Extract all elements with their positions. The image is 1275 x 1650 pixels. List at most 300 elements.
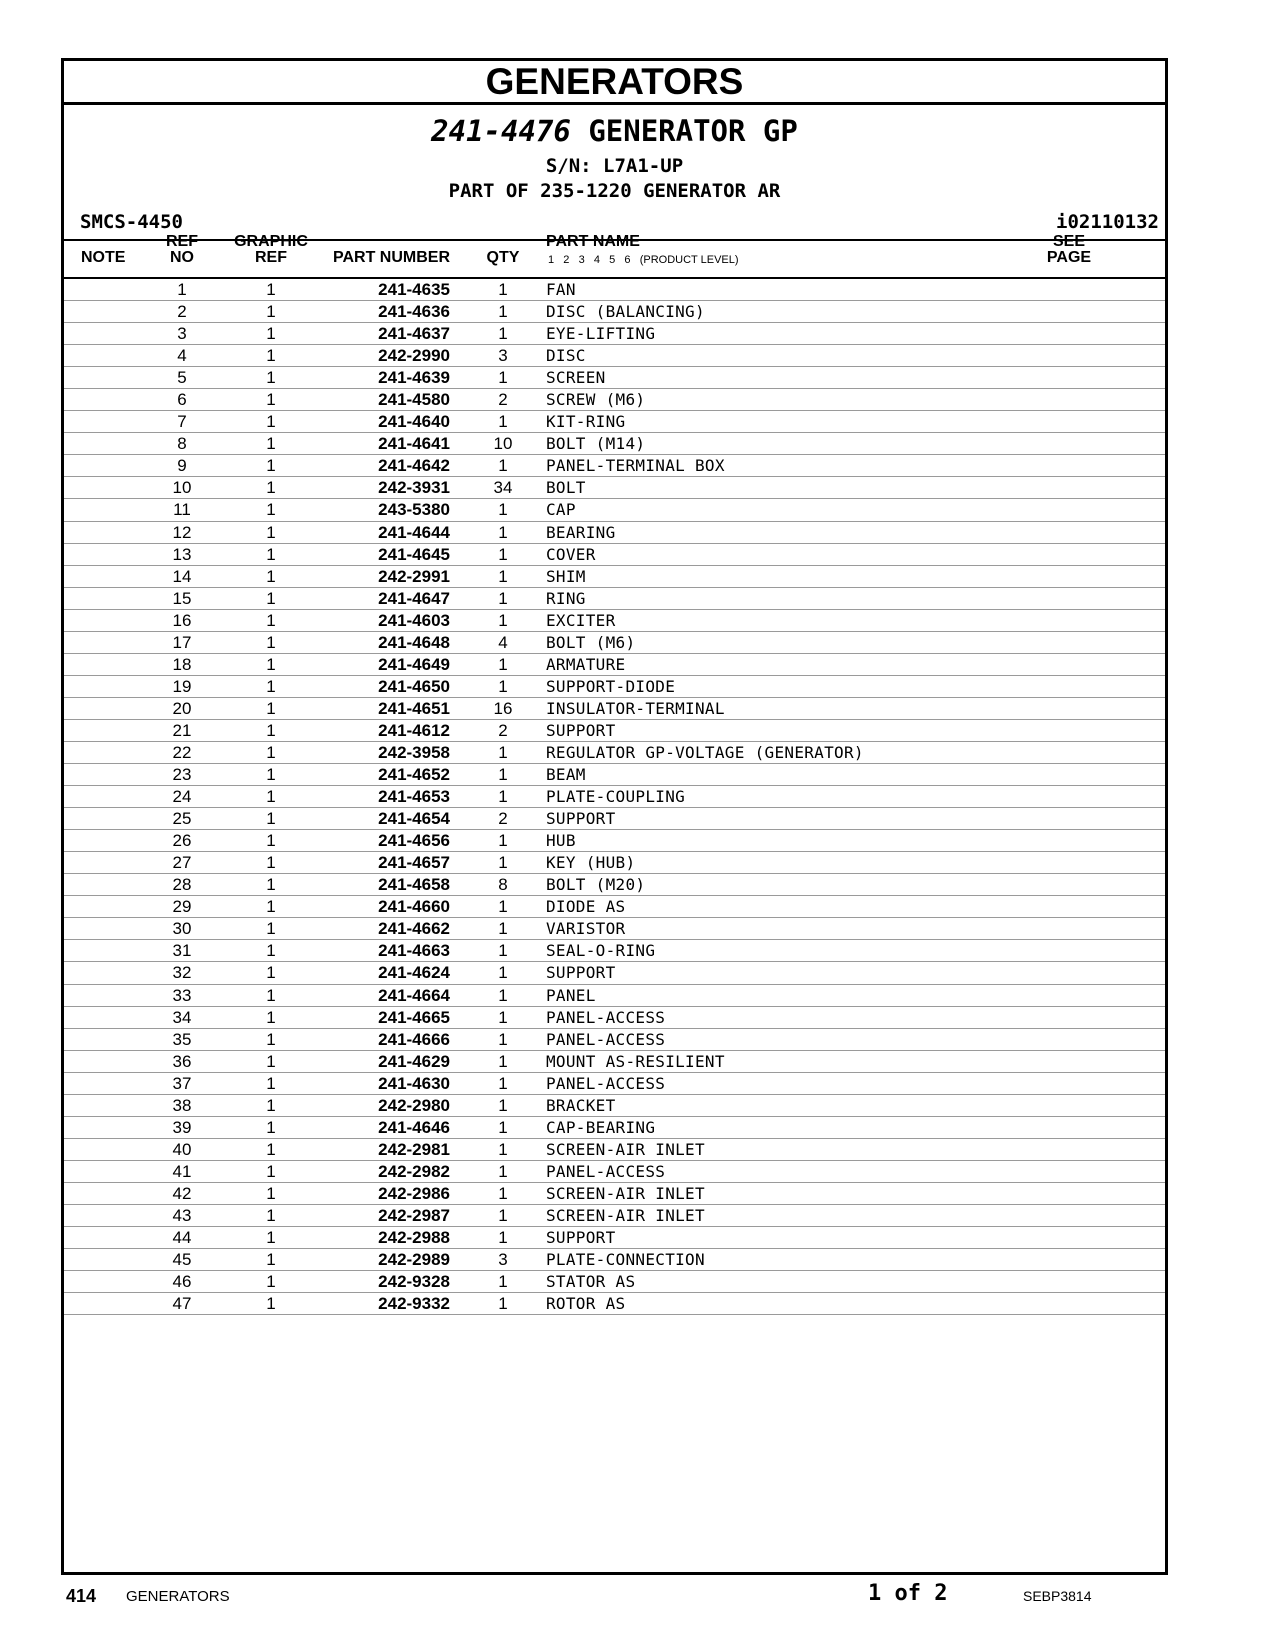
graphic-ref-cell: 1 xyxy=(266,1073,276,1093)
part-name-cell: EXCITER xyxy=(546,610,616,630)
ref-no-cell: 34 xyxy=(172,1007,192,1027)
part-number-cell: 241-4651 xyxy=(378,698,450,718)
qty-cell: 1 xyxy=(498,676,508,696)
graphic-ref-cell: 1 xyxy=(266,742,276,762)
part-name-cell: SCREEN-AIR INLET xyxy=(546,1183,705,1203)
table-row xyxy=(64,544,1165,566)
table-row xyxy=(64,1007,1165,1029)
qty-cell: 1 xyxy=(498,302,508,322)
qty-cell: 1 xyxy=(498,1272,508,1292)
part-name-cell: PANEL-ACCESS xyxy=(546,1161,666,1181)
qty-cell: 1 xyxy=(498,985,508,1005)
ref-no-cell: 14 xyxy=(172,566,192,586)
graphic-ref-cell: 1 xyxy=(266,787,276,807)
qty-cell: 1 xyxy=(498,1007,508,1027)
ref-no-cell: 7 xyxy=(177,412,187,432)
ref-no-cell: 44 xyxy=(172,1228,192,1248)
graphic-ref-cell: 1 xyxy=(266,1095,276,1115)
ref-no-cell: 9 xyxy=(177,456,187,476)
ref-no-cell: 47 xyxy=(172,1294,192,1314)
ref-no-cell: 43 xyxy=(172,1205,192,1225)
qty-cell: 2 xyxy=(498,390,508,410)
table-row xyxy=(64,389,1165,411)
part-name-cell: REGULATOR GP-VOLTAGE (GENERATOR) xyxy=(546,742,864,762)
table-row xyxy=(64,610,1165,632)
graphic-ref-cell: 1 xyxy=(266,919,276,939)
part-name-cell: PANEL xyxy=(546,985,596,1005)
part-name-cell: SHIM xyxy=(546,566,586,586)
part-number-cell: 242-9328 xyxy=(378,1272,450,1292)
part-number-cell: 241-4647 xyxy=(378,588,450,608)
graphic-ref-cell: 1 xyxy=(266,412,276,432)
table-row xyxy=(64,962,1165,984)
qty-cell: 1 xyxy=(498,280,508,299)
header-note: NOTE xyxy=(81,249,126,266)
part-name-cell: BRACKET xyxy=(546,1095,616,1115)
part-name-cell: SCREEN-AIR INLET xyxy=(546,1205,705,1225)
part-name-cell: CAP xyxy=(546,500,576,520)
graphic-ref-cell: 1 xyxy=(266,478,276,498)
part-name-cell: SEAL-O-RING xyxy=(546,941,656,961)
graphic-ref-cell: 1 xyxy=(266,698,276,718)
graphic-ref-cell: 1 xyxy=(266,566,276,586)
part-number-cell: 241-4637 xyxy=(378,324,450,344)
part-number-cell: 241-4653 xyxy=(378,787,450,807)
graphic-ref-cell: 1 xyxy=(266,456,276,476)
group-title xyxy=(64,114,1165,148)
graphic-ref-cell: 1 xyxy=(266,522,276,542)
graphic-ref-cell: 1 xyxy=(266,1139,276,1159)
qty-cell: 1 xyxy=(498,588,508,608)
part-name-cell: RING xyxy=(546,588,586,608)
part-number-cell: 241-4635 xyxy=(378,280,450,299)
part-number-cell: 242-2991 xyxy=(378,566,450,586)
part-number-cell: 241-4662 xyxy=(378,919,450,939)
qty-cell: 1 xyxy=(498,1205,508,1225)
manual-number: SEBP3814 xyxy=(1023,1588,1092,1604)
group-number: 241-4476 xyxy=(431,114,571,148)
table-row xyxy=(64,764,1165,786)
table-row xyxy=(64,477,1165,499)
part-name-cell: DIODE AS xyxy=(546,897,626,917)
qty-cell: 3 xyxy=(498,346,508,366)
qty-cell: 1 xyxy=(498,1029,508,1049)
ref-no-cell: 13 xyxy=(172,544,192,564)
qty-cell: 1 xyxy=(498,1095,508,1115)
table-row xyxy=(64,411,1165,433)
table-row xyxy=(64,742,1165,764)
table-row xyxy=(64,896,1165,918)
part-name-cell: ROTOR AS xyxy=(546,1294,626,1314)
ref-no-cell: 32 xyxy=(172,963,192,983)
graphic-ref-cell: 1 xyxy=(266,875,276,895)
ref-no-cell: 20 xyxy=(172,698,192,718)
qty-cell: 1 xyxy=(498,368,508,388)
part-number-cell: 241-4658 xyxy=(378,875,450,895)
ref-no-cell: 30 xyxy=(172,919,192,939)
table-row xyxy=(64,676,1165,698)
table-row xyxy=(64,1029,1165,1051)
part-number-cell: 242-2986 xyxy=(378,1183,450,1203)
part-number-cell: 241-4630 xyxy=(378,1073,450,1093)
table-row xyxy=(64,1271,1165,1293)
header-ref-top: REF xyxy=(166,233,198,250)
part-number-cell: 241-4652 xyxy=(378,765,450,785)
part-number-cell: 241-4666 xyxy=(378,1029,450,1049)
qty-cell: 8 xyxy=(498,875,508,895)
part-number-cell: 241-4641 xyxy=(378,434,450,454)
ref-no-cell: 40 xyxy=(172,1139,192,1159)
part-number-cell: 242-2988 xyxy=(378,1228,450,1248)
qty-cell: 1 xyxy=(498,1139,508,1159)
graphic-ref-cell: 1 xyxy=(266,500,276,520)
qty-cell: 1 xyxy=(498,456,508,476)
parts-table xyxy=(64,279,1165,1315)
graphic-ref-cell: 1 xyxy=(266,654,276,674)
table-row xyxy=(64,1051,1165,1073)
part-name-cell: CAP-BEARING xyxy=(546,1117,656,1137)
part-number-cell: 243-5380 xyxy=(378,500,450,520)
graphic-ref-cell: 1 xyxy=(266,1161,276,1181)
ref-no-cell: 21 xyxy=(172,720,192,740)
part-number-cell: 241-4580 xyxy=(378,390,450,410)
table-row xyxy=(64,698,1165,720)
ref-no-cell: 10 xyxy=(172,478,192,498)
table-row xyxy=(64,279,1165,301)
part-name-cell: SCREEN xyxy=(546,368,606,388)
table-row xyxy=(64,345,1165,367)
part-name-cell: KEY (HUB) xyxy=(546,853,636,873)
part-number-cell: 241-4650 xyxy=(378,676,450,696)
qty-cell: 1 xyxy=(498,654,508,674)
graphic-ref-cell: 1 xyxy=(266,1051,276,1071)
graphic-ref-cell: 1 xyxy=(266,985,276,1005)
graphic-ref-cell: 1 xyxy=(266,809,276,829)
qty-cell: 1 xyxy=(498,1073,508,1093)
part-name-cell: MOUNT AS-RESILIENT xyxy=(546,1051,725,1071)
graphic-ref-cell: 1 xyxy=(266,831,276,851)
part-number-cell: 241-4636 xyxy=(378,302,450,322)
ref-no-cell: 35 xyxy=(172,1029,192,1049)
qty-cell: 34 xyxy=(493,478,513,498)
part-name-cell: HUB xyxy=(546,831,576,851)
ref-no-cell: 39 xyxy=(172,1117,192,1137)
document-id: i02110132 xyxy=(1056,211,1159,233)
ref-no-cell: 18 xyxy=(172,654,192,674)
ref-no-cell: 38 xyxy=(172,1095,192,1115)
qty-cell: 1 xyxy=(498,765,508,785)
table-row xyxy=(64,1205,1165,1227)
graphic-ref-cell: 1 xyxy=(266,963,276,983)
part-number-cell: 241-4624 xyxy=(378,963,450,983)
part-name-cell: KIT-RING xyxy=(546,412,626,432)
group-name: GENERATOR GP xyxy=(588,114,798,148)
graphic-ref-cell: 1 xyxy=(266,1228,276,1248)
table-row xyxy=(64,1249,1165,1271)
graphic-ref-cell: 1 xyxy=(266,544,276,564)
part-name-cell: PANEL-ACCESS xyxy=(546,1007,666,1027)
ref-no-cell: 29 xyxy=(172,897,192,917)
graphic-ref-cell: 1 xyxy=(266,765,276,785)
ref-no-cell: 31 xyxy=(172,941,192,961)
part-name-cell: SUPPORT-DIODE xyxy=(546,676,676,696)
qty-cell: 1 xyxy=(498,1161,508,1181)
graphic-ref-cell: 1 xyxy=(266,1183,276,1203)
ref-no-cell: 46 xyxy=(172,1272,192,1292)
qty-cell: 16 xyxy=(493,698,513,718)
page-count: 1 of 2 xyxy=(868,1581,948,1606)
table-row xyxy=(64,301,1165,323)
part-number-cell: 241-4660 xyxy=(378,897,450,917)
table-row xyxy=(64,499,1165,521)
header-graphic-top: GRAPHIC xyxy=(234,233,308,250)
footer-section: GENERATORS xyxy=(126,1588,230,1605)
table-row xyxy=(64,720,1165,742)
graphic-ref-cell: 1 xyxy=(266,1117,276,1137)
ref-no-cell: 8 xyxy=(177,434,187,454)
qty-cell: 1 xyxy=(498,324,508,344)
part-number-cell: 241-4612 xyxy=(378,720,450,740)
header-see-top: SEE xyxy=(1052,233,1085,250)
part-name-cell: COVER xyxy=(546,544,596,564)
ref-no-cell: 19 xyxy=(172,676,192,696)
ref-no-cell: 28 xyxy=(172,875,192,895)
part-name-cell: SUPPORT xyxy=(546,1228,616,1248)
qty-cell: 1 xyxy=(498,1117,508,1137)
part-name-cell: BOLT xyxy=(546,478,586,498)
qty-cell: 4 xyxy=(498,632,508,652)
ref-no-cell: 45 xyxy=(172,1250,192,1270)
qty-cell: 1 xyxy=(498,1183,508,1203)
part-number-cell: 242-2980 xyxy=(378,1095,450,1115)
table-row xyxy=(64,323,1165,345)
graphic-ref-cell: 1 xyxy=(266,1272,276,1292)
ref-no-cell: 16 xyxy=(172,610,192,630)
qty-cell: 1 xyxy=(498,500,508,520)
table-row xyxy=(64,852,1165,874)
table-row xyxy=(64,1139,1165,1161)
qty-cell: 1 xyxy=(498,831,508,851)
qty-cell: 1 xyxy=(498,522,508,542)
graphic-ref-cell: 1 xyxy=(266,280,276,299)
qty-cell: 3 xyxy=(498,1250,508,1270)
part-name-cell: FAN xyxy=(546,280,576,299)
qty-cell: 1 xyxy=(498,610,508,630)
graphic-ref-cell: 1 xyxy=(266,302,276,322)
table-row xyxy=(64,455,1165,477)
graphic-ref-cell: 1 xyxy=(266,1250,276,1270)
table-row xyxy=(64,588,1165,610)
part-name-cell: ARMATURE xyxy=(546,654,626,674)
part-number-cell: 241-4664 xyxy=(378,985,450,1005)
section-banner: GENERATORS xyxy=(64,61,1165,105)
ref-no-cell: 27 xyxy=(172,853,192,873)
serial-number: S/N: L7A1-UP xyxy=(545,155,684,177)
part-number-cell: 241-4657 xyxy=(378,853,450,873)
graphic-ref-cell: 1 xyxy=(266,632,276,652)
page-number: 414 xyxy=(66,1586,97,1606)
part-number-cell: 241-4645 xyxy=(378,544,450,564)
header-part-number: PART NUMBER xyxy=(332,249,450,266)
graphic-ref-cell: 1 xyxy=(266,897,276,917)
table-row xyxy=(64,940,1165,962)
graphic-ref-cell: 1 xyxy=(266,390,276,410)
table-row xyxy=(64,1227,1165,1249)
ref-no-cell: 17 xyxy=(172,632,192,652)
part-number-cell: 241-4648 xyxy=(378,632,450,652)
ref-no-cell: 4 xyxy=(177,346,187,366)
table-row xyxy=(64,566,1165,588)
ref-no-cell: 1 xyxy=(177,280,187,299)
table-row xyxy=(64,808,1165,830)
part-number-cell: 242-2981 xyxy=(378,1139,450,1159)
part-number-cell: 242-2989 xyxy=(378,1250,450,1270)
ref-no-cell: 12 xyxy=(172,522,192,542)
ref-no-cell: 36 xyxy=(172,1051,192,1071)
table-row xyxy=(64,874,1165,896)
graphic-ref-cell: 1 xyxy=(266,720,276,740)
qty-cell: 1 xyxy=(498,412,508,432)
qty-cell: 2 xyxy=(498,809,508,829)
table-row xyxy=(64,985,1165,1007)
ref-no-cell: 3 xyxy=(177,324,187,344)
qty-cell: 2 xyxy=(498,720,508,740)
part-name-cell: STATOR AS xyxy=(546,1272,636,1292)
table-row xyxy=(64,654,1165,676)
qty-cell: 1 xyxy=(498,742,508,762)
table-row xyxy=(64,830,1165,852)
qty-cell: 10 xyxy=(493,434,513,454)
graphic-ref-cell: 1 xyxy=(266,1205,276,1225)
part-number-cell: 241-4646 xyxy=(378,1117,450,1137)
ref-no-cell: 2 xyxy=(177,302,187,322)
part-number-cell: 241-4629 xyxy=(378,1051,450,1071)
smcs-code: SMCS-4450 xyxy=(80,211,183,233)
table-row xyxy=(64,1073,1165,1095)
graphic-ref-cell: 1 xyxy=(266,1029,276,1049)
part-name-cell: DISC (BALANCING) xyxy=(546,302,705,322)
header-qty: QTY xyxy=(486,249,520,266)
part-name-cell: SUPPORT xyxy=(546,809,616,829)
part-number-cell: 241-4642 xyxy=(378,456,450,476)
qty-cell: 1 xyxy=(498,1051,508,1071)
ref-no-cell: 11 xyxy=(173,500,191,520)
graphic-ref-cell: 1 xyxy=(266,324,276,344)
qty-cell: 1 xyxy=(498,1228,508,1248)
part-name-cell: VARISTOR xyxy=(546,919,626,939)
graphic-ref-cell: 1 xyxy=(266,368,276,388)
part-name-cell: SCREEN-AIR INLET xyxy=(546,1139,705,1159)
qty-cell: 1 xyxy=(498,897,508,917)
table-row xyxy=(64,918,1165,940)
qty-cell: 1 xyxy=(498,919,508,939)
part-name-cell: SUPPORT xyxy=(546,720,616,740)
part-number-cell: 242-3958 xyxy=(378,742,450,762)
graphic-ref-cell: 1 xyxy=(266,1294,276,1314)
graphic-ref-cell: 1 xyxy=(266,1007,276,1027)
ref-no-cell: 42 xyxy=(172,1183,192,1203)
part-number-cell: 241-4644 xyxy=(378,522,450,542)
qty-cell: 1 xyxy=(498,963,508,983)
part-number-cell: 241-4654 xyxy=(378,809,450,829)
part-number-cell: 242-2982 xyxy=(378,1161,450,1181)
table-row xyxy=(64,632,1165,654)
header-graphic-bottom: REF xyxy=(255,249,287,266)
part-name-cell: BEAM xyxy=(546,765,586,785)
part-number-cell: 241-4603 xyxy=(378,610,450,630)
ref-no-cell: 6 xyxy=(177,390,187,410)
part-name-cell: BOLT (M20) xyxy=(546,875,646,895)
graphic-ref-cell: 1 xyxy=(266,853,276,873)
qty-cell: 1 xyxy=(498,787,508,807)
ref-no-cell: 5 xyxy=(177,368,187,388)
part-name-cell: SCREW (M6) xyxy=(546,390,646,410)
part-name-cell: BOLT (M6) xyxy=(546,632,636,652)
part-name-cell: DISC xyxy=(546,346,586,366)
table-row xyxy=(64,786,1165,808)
qty-cell: 1 xyxy=(498,1294,508,1314)
ref-no-cell: 41 xyxy=(172,1161,192,1181)
qty-cell: 1 xyxy=(498,941,508,961)
graphic-ref-cell: 1 xyxy=(266,588,276,608)
ref-no-cell: 26 xyxy=(172,831,192,851)
part-name-cell: INSULATOR-TERMINAL xyxy=(546,698,725,718)
table-row xyxy=(64,522,1165,544)
header-ref-bottom: NO xyxy=(170,249,194,266)
table-row xyxy=(64,1161,1165,1183)
part-name-cell: BOLT (M14) xyxy=(546,434,646,454)
part-number-cell: 241-4649 xyxy=(378,654,450,674)
table-row xyxy=(64,433,1165,455)
part-number-cell: 242-2990 xyxy=(378,346,450,366)
part-name-cell: PLATE-CONNECTION xyxy=(546,1250,705,1270)
header-product-level: 1 2 3 4 5 6 (PRODUCT LEVEL) xyxy=(548,254,739,266)
graphic-ref-cell: 1 xyxy=(266,610,276,630)
part-number-cell: 241-4663 xyxy=(378,941,450,961)
part-number-cell: 241-4640 xyxy=(378,412,450,432)
part-of-line: PART OF 235-1220 GENERATOR AR xyxy=(448,180,781,202)
ref-no-cell: 33 xyxy=(172,985,192,1005)
header-part-name: PART NAME xyxy=(546,233,640,250)
part-name-cell: PANEL-ACCESS xyxy=(546,1073,666,1093)
ref-no-cell: 15 xyxy=(172,588,192,608)
graphic-ref-cell: 1 xyxy=(266,434,276,454)
part-name-cell: PANEL-ACCESS xyxy=(546,1029,666,1049)
header-see-bottom: PAGE xyxy=(1046,249,1092,266)
part-number-cell: 242-3931 xyxy=(378,478,450,498)
part-name-cell: PLATE-COUPLING xyxy=(546,787,686,807)
page-frame xyxy=(61,58,1168,1575)
part-number-cell: 241-4639 xyxy=(378,368,450,388)
ref-no-cell: 25 xyxy=(172,809,192,829)
part-number-cell: 241-4665 xyxy=(378,1007,450,1027)
part-number-cell: 242-9332 xyxy=(378,1294,450,1314)
table-row xyxy=(64,1117,1165,1139)
part-name-cell: EYE-LIFTING xyxy=(546,324,656,344)
ref-no-cell: 37 xyxy=(172,1073,192,1093)
graphic-ref-cell: 1 xyxy=(266,346,276,366)
part-number-cell: 241-4656 xyxy=(378,831,450,851)
part-name-cell: PANEL-TERMINAL BOX xyxy=(546,456,725,476)
qty-cell: 1 xyxy=(498,566,508,586)
table-row xyxy=(64,1293,1165,1315)
ref-no-cell: 22 xyxy=(172,742,192,762)
table-row xyxy=(64,1095,1165,1117)
table-row xyxy=(64,367,1165,389)
qty-cell: 1 xyxy=(498,853,508,873)
part-name-cell: BEARING xyxy=(546,522,616,542)
graphic-ref-cell: 1 xyxy=(266,941,276,961)
